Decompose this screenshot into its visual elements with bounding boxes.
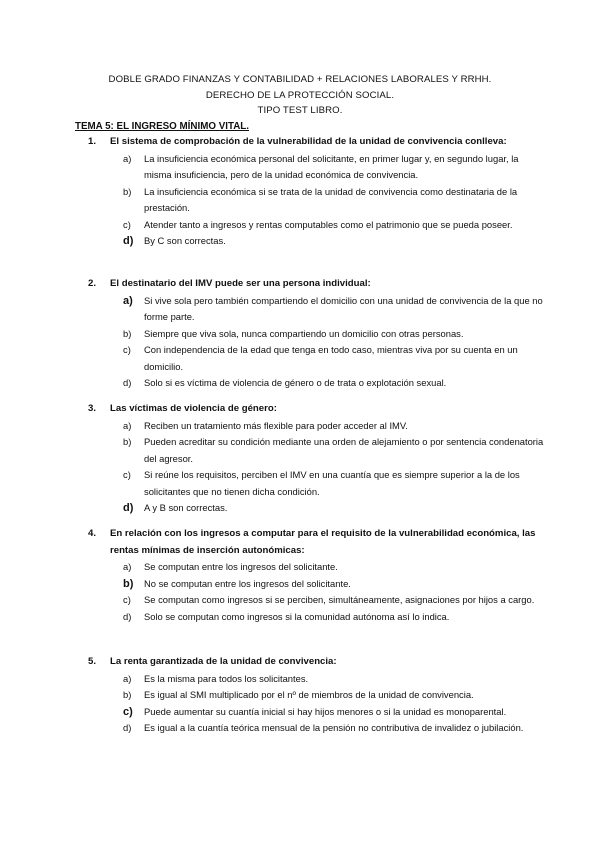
option-c — [123, 704, 548, 721]
option-a — [123, 671, 548, 688]
option-text: No se computan entre los ingresos del solicitante. — [144, 577, 351, 589]
option-letter: b) — [123, 689, 132, 700]
option-d — [123, 609, 548, 626]
option-letter: d) — [123, 610, 132, 622]
option-b — [123, 576, 548, 593]
option-text: Pueden acreditar su condición mediante una orden de alejamiento o por sentencia condenatoria del agresor. — [144, 436, 544, 464]
question-text: En relación con los ingresos a computar para el requisito de la vulnerabilidad económica, las rentas mínimas de inserción autonómicas: — [110, 528, 536, 556]
options-list — [123, 418, 548, 517]
header-subject: DERECHO DE LA PROTECCIÓN SOCIAL. — [205, 89, 395, 101]
option-letter: a) — [123, 152, 132, 164]
question-number: 2. — [88, 278, 97, 289]
options-list — [123, 559, 548, 625]
option-text: Atender tanto a ingresos y rentas computables como el patrimonio que se pueda poseer. — [144, 218, 513, 230]
question-text: La renta garantizada de la unidad de convivencia: — [110, 656, 337, 667]
option-text: Se computan como ingresos si se perciben, simultáneamente, asignaciones por hijos a cargo. — [144, 594, 535, 605]
option-text: Se computan entre los ingresos del solicitante. — [144, 561, 338, 572]
option-letter: d) — [123, 722, 132, 733]
option-text: Es igual a la cuantía teórica mensual de la pensión no contributiva de invalidez o jubilación. — [144, 722, 524, 733]
option-text: Reciben un tratamiento más flexible para poder acceder al IMV. — [144, 419, 408, 431]
option-text: Si vive sola pero también compartiendo el domicilio con una unidad de convivencia de la que no forme parte. — [144, 294, 543, 322]
option-text: La insuficiencia económica si se trata de la unidad de convivencia como destinataria de la prestación. — [144, 185, 518, 213]
option-text: Si reúne los requisitos, perciben el IMV en una cuantía que es siempre superior a la de los solicitantes que no tienen dicha condición. — [144, 469, 520, 497]
option-text: Es la misma para todos los solicitantes. — [144, 672, 309, 684]
option-a — [123, 293, 548, 326]
option-letter: b) — [123, 436, 132, 447]
option-letter: a) — [123, 672, 132, 684]
option-letter: c) — [123, 344, 131, 355]
option-letter: c) — [123, 218, 131, 230]
question-5 — [88, 654, 548, 737]
question-title — [88, 526, 548, 559]
option-c — [123, 467, 548, 500]
question-number: 5. — [88, 656, 97, 667]
option-text: By C son correctas. — [144, 235, 226, 246]
question-text: Las víctimas de violencia de género: — [110, 403, 277, 414]
option-letter-correct: d) — [123, 235, 134, 247]
option-letter: c) — [123, 469, 131, 480]
option-text: Es igual al SMI multiplicado por el nº de miembros de la unidad de convivencia. — [144, 689, 474, 700]
options-list — [123, 151, 548, 250]
option-b — [123, 184, 548, 217]
question-number: 4. — [88, 528, 97, 539]
option-text: Solo se computan como ingresos si la comunidad autónoma así lo indica. — [144, 610, 450, 622]
question-title — [88, 654, 548, 671]
option-d — [123, 720, 548, 737]
question-number: 3. — [88, 403, 97, 414]
question-4 — [88, 526, 548, 625]
option-text: Siempre que viva sola, nunca compartiendo un domicilio con otras personas. — [144, 327, 464, 339]
option-c — [123, 342, 548, 375]
option-letter-correct: a) — [123, 294, 133, 307]
header-test-type: TIPO TEST LIBRO. — [257, 105, 343, 116]
option-letter: c) — [123, 594, 131, 605]
options-list — [123, 671, 548, 737]
question-title — [88, 276, 548, 293]
option-text: Puede aumentar su cuantía inicial si hay hijos menores o si la unidad es monoparental. — [144, 705, 507, 717]
option-text: Solo si es víctima de violencia de género o de trata o explotación sexual. — [144, 377, 447, 388]
option-b — [123, 326, 548, 343]
option-d — [123, 500, 548, 517]
question-3 — [88, 401, 548, 517]
option-d — [123, 375, 548, 392]
question-number: 1. — [88, 136, 97, 147]
option-c — [123, 217, 548, 234]
option-letter: a) — [123, 561, 132, 572]
document-header — [0, 72, 600, 119]
question-text: El sistema de comprobación de la vulnerabilidad de la unidad de convivencia conlleva: — [110, 136, 507, 147]
option-letter: b) — [123, 327, 132, 339]
option-a — [123, 151, 548, 184]
question-text: El destinatario del IMV puede ser una persona individual: — [110, 278, 371, 289]
question-title — [88, 401, 548, 418]
option-b — [123, 434, 548, 467]
question-1 — [88, 134, 548, 250]
options-list — [123, 293, 548, 392]
option-c — [123, 592, 548, 609]
question-title — [88, 134, 548, 151]
option-d — [123, 233, 548, 250]
option-a — [123, 559, 548, 576]
option-b — [123, 687, 548, 704]
section-title: TEMA 5: EL INGRESO MÍNIMO VITAL. — [75, 121, 249, 132]
header-degree: DOBLE GRADO FINANZAS Y CONTABILIDAD + RELACIONES LABORALES Y RRHH. — [108, 74, 492, 85]
option-letter-correct: c) — [123, 705, 133, 718]
question-2 — [88, 276, 548, 392]
option-letter: d) — [123, 377, 132, 388]
option-letter-correct: b) — [123, 577, 134, 590]
option-text: Con independencia de la edad que tenga en todo caso, mientras viva por su cuenta en un domicilio. — [144, 344, 518, 372]
option-letter: a) — [123, 419, 132, 431]
option-a — [123, 418, 548, 435]
option-text: A y B son correctas. — [144, 502, 228, 513]
option-letter-correct: d) — [123, 502, 134, 514]
option-text: La insuficiencia económica personal del solicitante, en primer lugar y, en segundo lugar, la misma insuficiencia, pero de la unidad económica de convivencia. — [144, 152, 519, 180]
option-letter: b) — [123, 185, 132, 197]
